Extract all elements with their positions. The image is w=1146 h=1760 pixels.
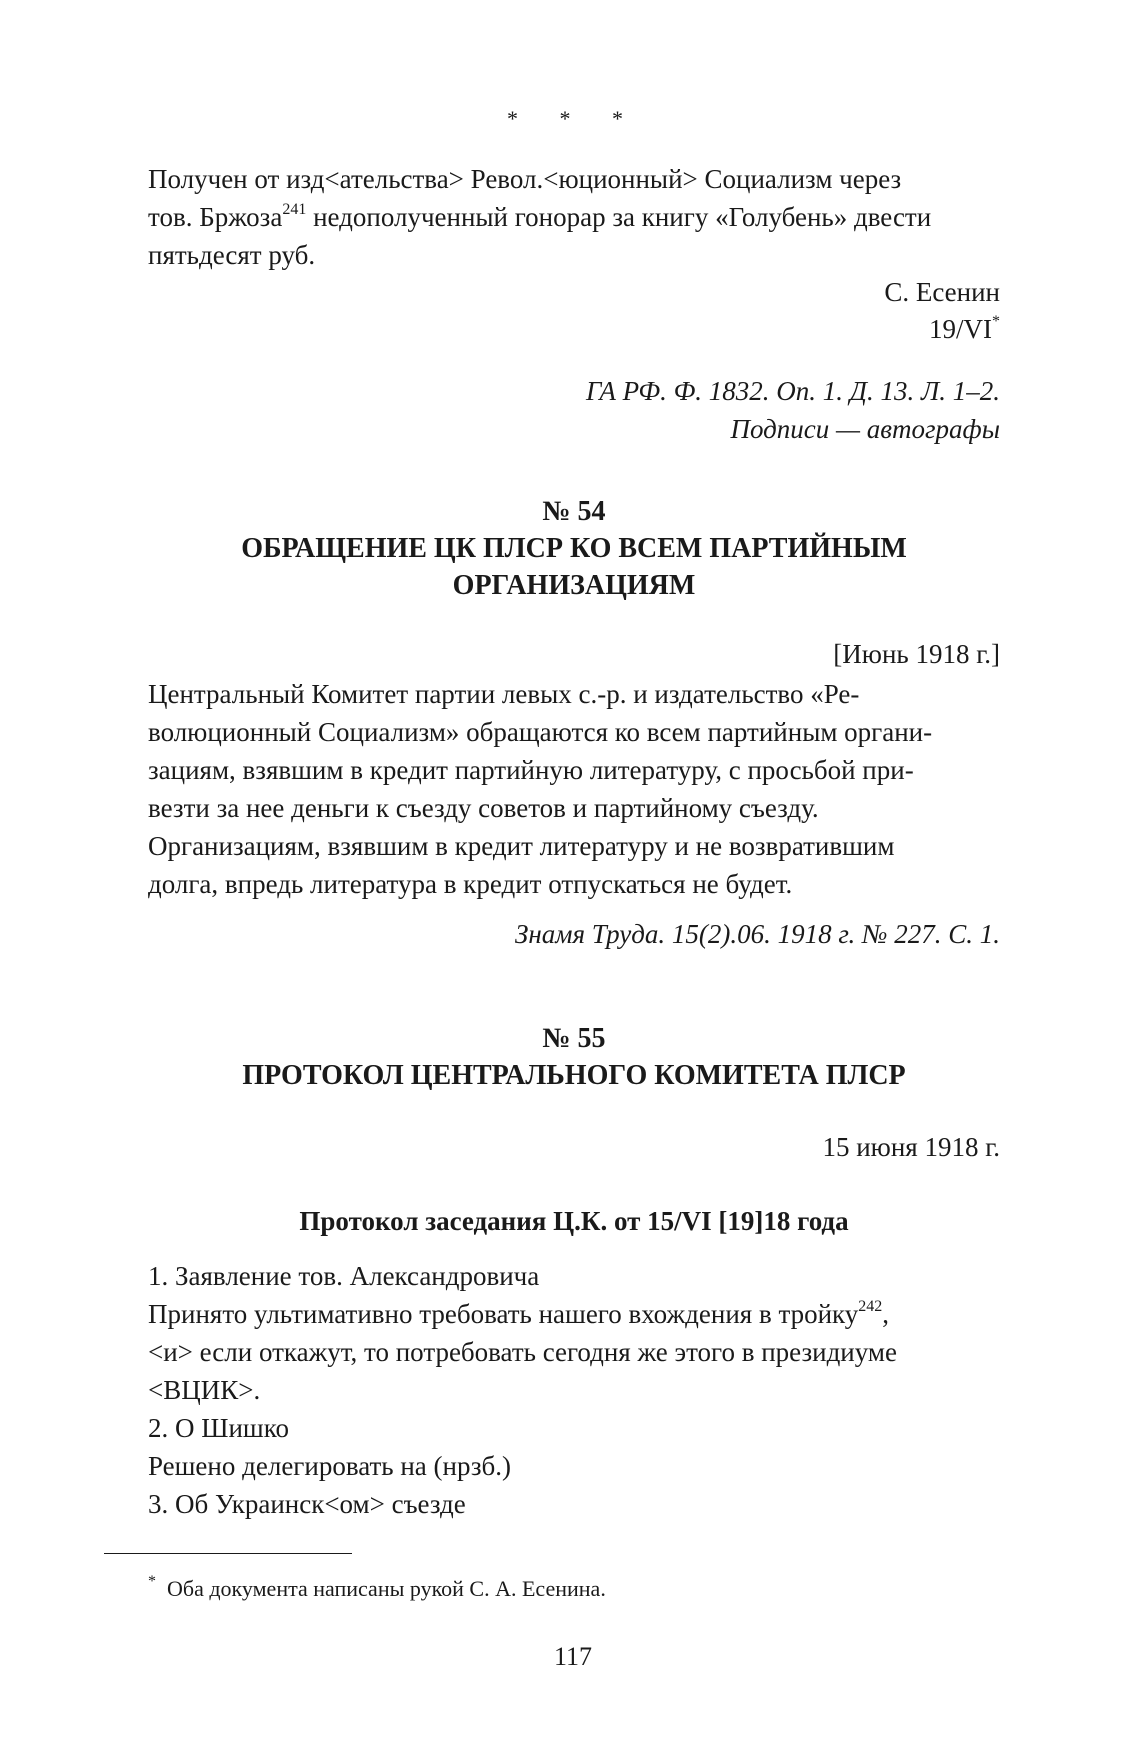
protocol-body — [148, 1257, 1000, 1523]
agenda-item: 1. Заявление тов. Александровича — [148, 1261, 540, 1291]
footnote-ref: 241 — [282, 201, 307, 218]
doc-paragraph — [148, 675, 1000, 903]
text-line: долга, впредь литература в кредит отпускаться не будет. — [148, 869, 793, 899]
signature: С. Есенин — [884, 277, 1000, 307]
doc-title: ПРОТОКОЛ ЦЕНТРАЛЬНОГО КОМИТЕТА ПЛСР — [242, 1060, 906, 1091]
text-line: Центральный Комитет партии левых с.-р. и издательство «Ре- — [148, 679, 860, 709]
receipt-text — [148, 160, 1000, 274]
archive-source: ГА РФ. Ф. 1832. Оп. 1. Д. 13. Л. 1–2. — [586, 376, 1000, 406]
text-line: <ВЦИК>. — [148, 1375, 261, 1405]
archive-note: Подписи — автографы — [730, 414, 1000, 444]
doc-number: № 55 — [542, 1023, 606, 1054]
text-line: Организациям, взявшим в кредит литературу и не возвратившим — [148, 831, 895, 861]
footnote-divider — [104, 1553, 352, 1554]
text-line: везти за нее деньги к съезду советов и партийному съезду. — [148, 793, 819, 823]
doc-date: [Июнь 1918 г.] — [833, 639, 1000, 669]
doc-title: ОБРАЩЕНИЕ ЦК ПЛСР КО ВСЕМ ПАРТИЙНЫМ — [241, 533, 907, 564]
agenda-item: 3. Об Украинск<ом> съезде — [148, 1489, 466, 1519]
section-separator: * * * — [507, 106, 641, 131]
receipt-line: тов. Бржоза$^{241}$ недополученный гонорар за книгу «Голубень» двести — [148, 201, 932, 232]
text-line: волюционный Социализм» обращаются ко всем партийным органи- — [148, 717, 933, 747]
publication-source: Знамя Труда. 15(2).06. 1918 г. № 227. С. 1. — [515, 919, 1000, 949]
text-line: Принято ультимативно требовать нашего вхождения в тройку$^{242}$, — [148, 1298, 890, 1329]
text-line: <и> если откажут, то потребовать сегодня же этого в президиуме — [148, 1337, 897, 1367]
text-line: Решено делегировать на (нрзб.) — [148, 1451, 511, 1481]
footnote-mark: * — [148, 1572, 156, 1590]
doc-number: № 54 — [542, 496, 606, 527]
footnote-ref: 242 — [858, 1298, 883, 1315]
receipt-line: пятьдесят руб. — [148, 240, 316, 270]
doc-title: ОРГАНИЗАЦИЯМ — [452, 570, 696, 601]
page-number: 117 — [553, 1642, 593, 1671]
protocol-subtitle: Протокол заседания Ц.К. от 15/VI [19]18 года — [299, 1206, 849, 1236]
footnote-ref: * — [992, 313, 1000, 330]
agenda-item: 2. О Шишко — [148, 1413, 289, 1443]
receipt-line: Получен от изд<ательства> Револ.<юционный> Социализм через — [148, 164, 902, 194]
doc-date: 15 июня 1918 г. — [822, 1132, 1000, 1162]
receipt-date: 19/VI* — [929, 313, 1000, 344]
text-line: зациям, взявшим в кредит партийную литературу, с просьбой при- — [148, 755, 914, 785]
footnote: * Оба документа написаны рукой С. А. Есенина. — [148, 1572, 606, 1601]
